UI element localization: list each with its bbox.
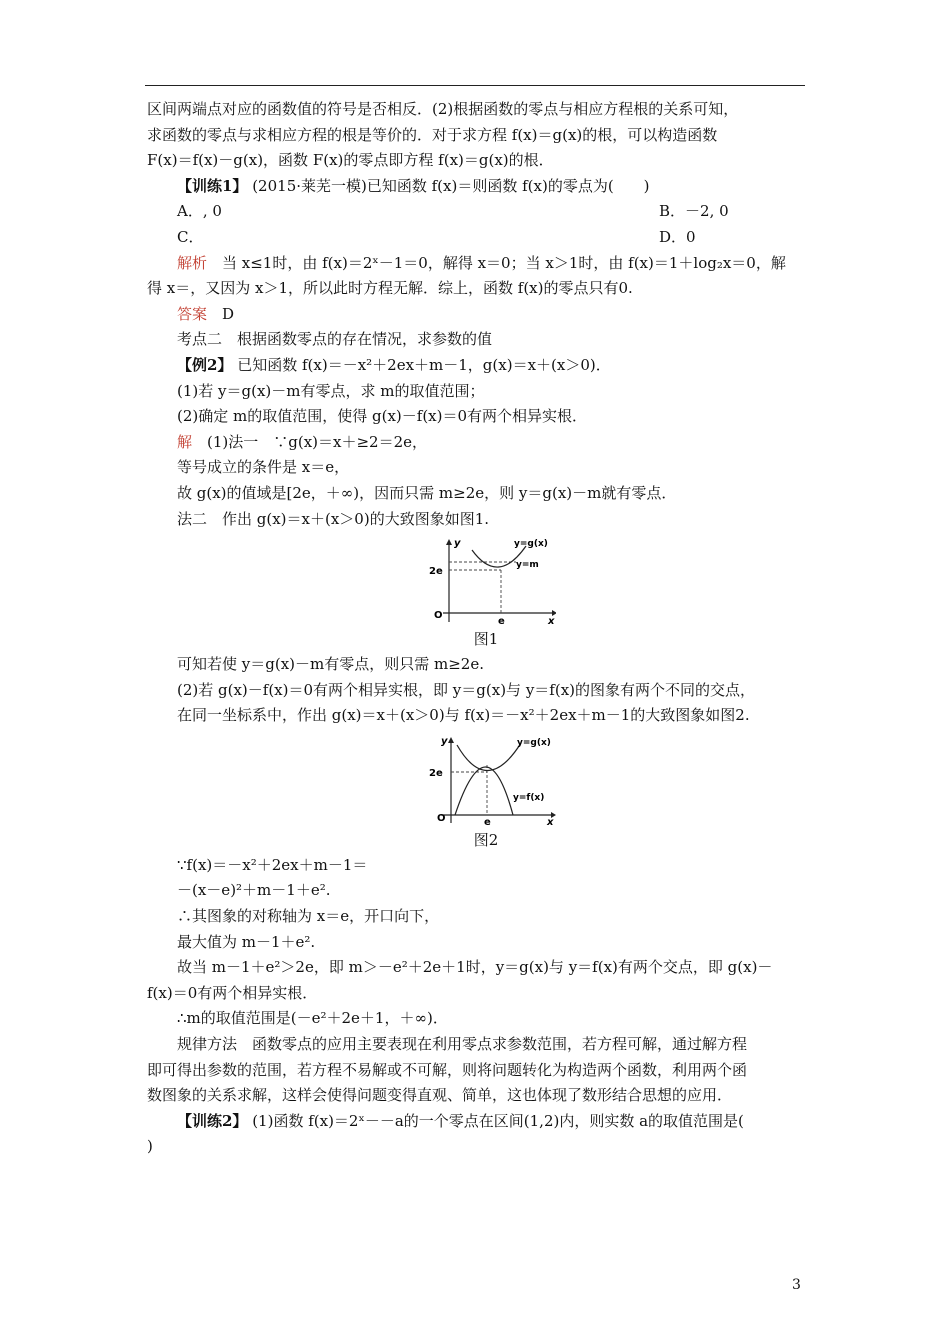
solution-line <box>147 430 807 456</box>
training1-label: 【训练1】 <box>177 176 248 195</box>
fig1-y-arrow-icon <box>446 539 452 545</box>
solution-line: ∴其图象的对称轴为 x＝e，开口向下， <box>177 907 440 926</box>
solution-line: 等号成立的条件是 x＝e， <box>177 458 350 477</box>
training2-text: (1)函数 f(x)＝2ˣ－－a的一个零点在区间(1,2)内，则实数 a的取值范围是( <box>247 1111 744 1130</box>
training1-question <box>147 174 807 200</box>
solution-line: 故当 m－1＋e²＞2e，即 m＞－e²＋2e＋1时，y＝g(x)与 y＝f(x)有两个交点，即 g(x)－ <box>177 958 773 977</box>
fig2-g-label: y=g(x) <box>517 737 551 748</box>
solution-line: 最大值为 m－1＋e². <box>177 932 316 951</box>
solution-text: (1)法一 ∵g(x)＝x＋≥2＝2e， <box>192 432 428 451</box>
solution-line: ∴m的取值范围是(－e²＋2e＋1，＋∞)． <box>177 1009 448 1028</box>
fig1-x-label: x <box>548 616 555 627</box>
fig1-line-label: y=m <box>516 560 539 571</box>
question-1: (1)若 y＝g(x)－m有零点，求 m的取值范围； <box>177 381 485 400</box>
page-content <box>147 97 807 1160</box>
training2-continuation: ) <box>147 1137 153 1156</box>
solution-line: f(x)＝0有两个相异实根． <box>147 983 318 1002</box>
options-row-1 <box>147 199 807 225</box>
method-line: 规律方法 函数零点的应用主要表现在利用零点求参数范围，若方程可解，通过解方程 <box>177 1035 748 1054</box>
analysis-label: 解析 <box>177 253 208 272</box>
answer-value: D <box>207 304 235 323</box>
header-rule <box>145 85 805 86</box>
fig1-tick-2e: 2e <box>429 566 443 578</box>
solution-line: －(x－e)²＋m－1＋e². <box>177 881 331 900</box>
option-c: C． <box>177 227 204 246</box>
fig1-y-label: y <box>454 538 461 550</box>
fig1-curve-label: y=g(x) <box>514 539 548 550</box>
method-line: 即可得出参数的范围，若方程不易解或不可解，则将问题转化为构造两个函数，利用两个函 <box>147 1060 748 1079</box>
figure-2-caption: 图2 <box>473 830 499 849</box>
training2-question <box>147 1109 807 1135</box>
solution-line: 法二 作出 g(x)＝x＋(x＞0)的大致图象如图1. <box>177 509 490 528</box>
fig2-tick-e: e <box>484 816 491 827</box>
example-line <box>147 353 807 379</box>
figure-1-caption: 图1 <box>473 630 499 649</box>
training2-label: 【训练2】 <box>177 1111 248 1130</box>
fig1-tick-e: e <box>498 616 505 627</box>
example-text: 已知函数 f(x)＝－x²＋2ex＋m－1，g(x)＝x＋(x＞0)． <box>232 355 611 374</box>
solution-line: 可知若使 y＝g(x)－m有零点，则只需 m≥2e. <box>177 655 484 674</box>
figure-1-graph <box>426 538 556 626</box>
solution-line: ∵f(x)＝－x²＋2ex＋m－1＝ <box>177 855 368 874</box>
fig2-origin-label: O <box>437 812 446 824</box>
analysis-text: 当 x≤1时，由 f(x)＝2ˣ－1＝0，解得 x＝0；当 x＞1时，由 f(x)＝1＋log₂x＝0，解 <box>207 253 786 272</box>
paragraph-line: 区间两端点对应的函数值的符号是否相反．(2)根据函数的零点与相应方程根的关系可知， <box>147 100 739 118</box>
option-b: B．－2, 0 <box>659 202 729 221</box>
options-row-2 <box>147 225 807 251</box>
section-title: 考点二 根据函数零点的存在情况，求参数的值 <box>177 330 493 349</box>
training1-text: (2015·莱芜一模)已知函数 f(x)＝则函数 f(x)的零点为( ) <box>247 176 650 195</box>
fig2-f-label: y=f(x) <box>513 792 545 803</box>
paragraph-line: 求函数的零点与求相应方程的根是等价的．对于求方程 f(x)＝g(x)的根，可以构造函数 <box>147 125 718 144</box>
page-number: 3 <box>792 1277 801 1293</box>
figure-2-graph <box>429 735 559 827</box>
analysis-line <box>147 251 807 277</box>
solution-line: (2)若 g(x)－f(x)＝0有两个相异实根，即 y＝g(x)与 y＝f(x)的图象有两个不同的交点， <box>177 680 756 699</box>
fig2-curve-f <box>455 767 513 815</box>
example-label: 【例2】 <box>177 355 233 374</box>
fig1-origin-label: O <box>434 610 443 622</box>
question-2: (2)确定 m的取值范围，使得 g(x)－f(x)＝0有两个相异实根． <box>177 407 588 426</box>
solution-label: 解 <box>177 432 193 451</box>
fig2-x-label: x <box>547 816 554 827</box>
answer-label: 答案 <box>177 304 208 323</box>
option-a: A．, 0 <box>177 202 222 221</box>
option-d: D．0 <box>659 227 696 246</box>
solution-line: 故 g(x)的值域是[2e，＋∞)，因而只需 m≥2e，则 y＝g(x)－m就有零点． <box>177 483 677 502</box>
fig2-tick-2e: 2e <box>429 767 443 779</box>
fig2-y-arrow-icon <box>448 737 454 743</box>
fig2-curve-g <box>457 743 521 771</box>
fig2-y-label: y <box>441 735 448 747</box>
paragraph-line: F(x)＝f(x)－g(x)，函数 F(x)的零点即方程 f(x)＝g(x)的根． <box>147 151 554 170</box>
method-line: 数图象的关系求解，这样会使得问题变得直观、简单，这也体现了数形结合思想的应用． <box>147 1086 733 1105</box>
solution-line: 在同一坐标系中，作出 g(x)＝x＋(x＞0)与 f(x)＝－x²＋2ex＋m－1的大致图象如图2. <box>177 706 750 725</box>
answer-line <box>147 302 807 328</box>
analysis-line: 得 x＝，又因为 x＞1，所以此时方程无解．综上，函数 f(x)的零点只有0. <box>147 279 633 298</box>
